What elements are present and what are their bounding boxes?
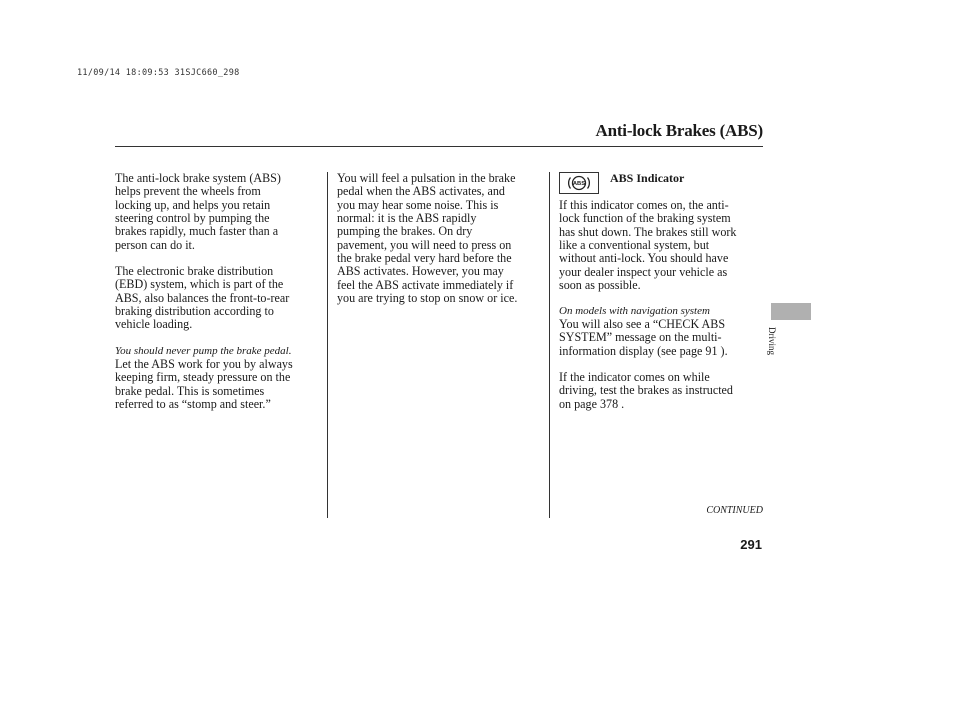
text-line: feel the ABS activate immediately if [337, 277, 514, 292]
text-line: normal: it is the ABS rapidly [337, 211, 477, 226]
text-line: has shut down. The brakes still work [559, 224, 737, 239]
text-line: lock function of the braking system [559, 211, 731, 226]
text-line: person can do it. [115, 237, 195, 252]
text-line: you are trying to stop on snow or ice. [337, 291, 518, 306]
continued-label: CONTINUED [706, 505, 763, 516]
text-line: (EBD) system, which is part of the [115, 277, 284, 292]
title-rule [115, 146, 763, 147]
abs-icon-text: ABS [572, 181, 586, 188]
text-line: pavement, you will need to press on [337, 237, 512, 252]
section-tab [771, 303, 811, 320]
text-line: information display (see page 91 ). [559, 343, 728, 358]
text-line: If the indicator comes on while [559, 370, 710, 384]
text-line: on page 378 . [559, 396, 625, 411]
pump-note: You should never pump the brake pedal. [115, 345, 292, 357]
text-line: If this indicator comes on, the anti- [559, 198, 729, 212]
text-line: The anti-lock brake system (ABS) [115, 171, 281, 185]
text-line: pumping the brakes. On dry [337, 224, 473, 239]
print-stamp: 11/09/14 18:09:53 31SJC660_298 [77, 68, 240, 78]
stomp-steer-paragraph [115, 358, 320, 411]
indicator-paragraph [559, 199, 764, 292]
text-line: brakes rapidly, much faster than a [115, 224, 279, 239]
text-line: you may hear some noise. This is [337, 197, 499, 212]
abs-indicator-box [559, 172, 599, 194]
text-line: driving, test the brakes as instructed [559, 383, 733, 398]
text-line: braking distribution according to [115, 304, 274, 319]
text-line: Let the ABS work for you by always [115, 357, 293, 371]
text-line: You will feel a pulsation in the brake [337, 171, 516, 185]
test-brakes-paragraph [559, 371, 764, 411]
text-line: like a conventional system, but [559, 238, 710, 253]
page-number: 291 [740, 537, 762, 552]
abs-warning-icon [560, 173, 598, 193]
text-line: locking up, and helps you retain [115, 197, 271, 212]
column-divider-2 [549, 172, 550, 518]
text-line: helps prevent the wheels from [115, 184, 261, 199]
column-divider-1 [327, 172, 328, 518]
abs-indicator-heading: ABS Indicator [610, 171, 685, 185]
check-abs-paragraph [559, 318, 764, 358]
text-line: pedal when the ABS activates, and [337, 184, 505, 199]
text-line: ABS, also balances the front-to-rear [115, 290, 290, 305]
text-line: SYSTEM” message on the multi- [559, 330, 722, 345]
text-line: your dealer inspect your vehicle as [559, 264, 728, 279]
navigation-note: On models with navigation system [559, 305, 710, 317]
text-line: without anti-lock. You should have [559, 251, 729, 266]
text-line: You will also see a “CHECK ABS [559, 317, 726, 331]
page-title: Anti-lock Brakes (ABS) [595, 121, 763, 140]
text-line: ABS activates. However, you may [337, 264, 504, 279]
text-line: brake pedal. This is sometimes [115, 383, 265, 398]
ebd-paragraph [115, 265, 320, 332]
text-line: the brake pedal very hard before the [337, 251, 512, 266]
text-line: soon as possible. [559, 278, 641, 293]
text-line: keeping firm, steady pressure on the [115, 370, 291, 385]
text-line: referred to as “stomp and steer.” [115, 397, 271, 412]
text-line: The electronic brake distribution [115, 264, 274, 278]
text-line: vehicle loading. [115, 317, 193, 332]
text-line: steering control by pumping the [115, 211, 270, 226]
pulsation-paragraph [337, 172, 542, 305]
abs-intro-paragraph [115, 172, 320, 252]
